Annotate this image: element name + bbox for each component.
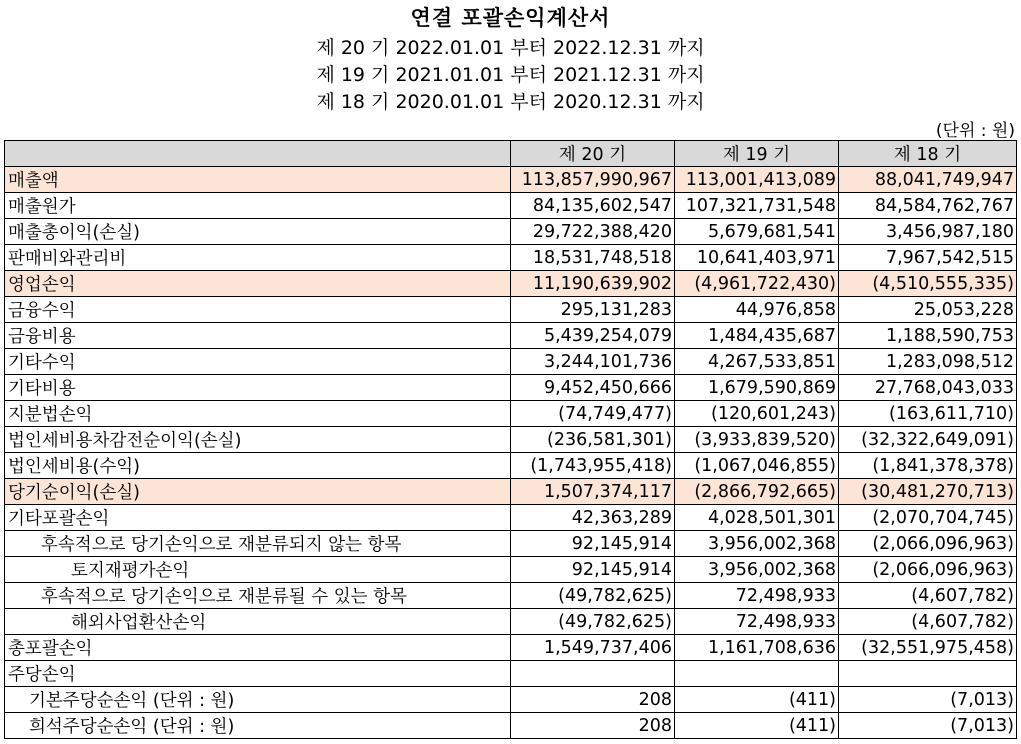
value-cell: (4,607,782) xyxy=(839,583,1017,609)
value-cell: 11,190,639,902 xyxy=(511,271,675,297)
header-period-20: 제 20 기 xyxy=(511,141,675,167)
value-cell: 25,053,228 xyxy=(839,297,1017,323)
table-row xyxy=(5,557,1017,583)
value-cell: 72,498,933 xyxy=(675,609,839,635)
value-cell: 29,722,388,420 xyxy=(511,219,675,245)
value-cell: 208 xyxy=(511,713,675,739)
row-label: 주당손익 xyxy=(5,661,511,687)
table-row xyxy=(5,479,1017,505)
row-label: 당기순이익(손실) xyxy=(5,479,511,505)
table-row xyxy=(5,375,1017,401)
table-row xyxy=(5,323,1017,349)
row-label: 법인세비용(수익) xyxy=(5,453,511,479)
table-row xyxy=(5,713,1017,739)
value-cell: 92,145,914 xyxy=(511,531,675,557)
value-cell: (2,866,792,665) xyxy=(675,479,839,505)
header-row xyxy=(5,141,1017,167)
value-cell: (2,066,096,963) xyxy=(839,557,1017,583)
row-label: 기타포괄손익 xyxy=(5,505,511,531)
value-cell: (2,066,096,963) xyxy=(839,531,1017,557)
value-cell: 107,321,731,548 xyxy=(675,193,839,219)
table-row xyxy=(5,505,1017,531)
table-row xyxy=(5,687,1017,713)
row-label: 지분법손익 xyxy=(5,401,511,427)
value-cell: 84,135,602,547 xyxy=(511,193,675,219)
value-cell xyxy=(839,661,1017,687)
value-cell: (1,067,046,855) xyxy=(675,453,839,479)
value-cell: 1,188,590,753 xyxy=(839,323,1017,349)
row-label: 기타비용 xyxy=(5,375,511,401)
value-cell: (74,749,477) xyxy=(511,401,675,427)
table-row xyxy=(5,401,1017,427)
value-cell: (32,551,975,458) xyxy=(839,635,1017,661)
value-cell: (163,611,710) xyxy=(839,401,1017,427)
value-cell: 42,363,289 xyxy=(511,505,675,531)
table-row xyxy=(5,453,1017,479)
income-statement-table xyxy=(4,140,1017,739)
value-cell: 5,439,254,079 xyxy=(511,323,675,349)
value-cell: (411) xyxy=(675,713,839,739)
value-cell: (2,070,704,745) xyxy=(839,505,1017,531)
table-row xyxy=(5,193,1017,219)
value-cell: 3,456,987,180 xyxy=(839,219,1017,245)
table-row xyxy=(5,219,1017,245)
row-label: 기타수익 xyxy=(5,349,511,375)
value-cell: (1,743,955,418) xyxy=(511,453,675,479)
table-row xyxy=(5,271,1017,297)
value-cell: 7,967,542,515 xyxy=(839,245,1017,271)
statement-title: 연결 포괄손익계산서 xyxy=(410,6,611,30)
row-label: 토지재평가손익 xyxy=(5,557,511,583)
value-cell: 72,498,933 xyxy=(675,583,839,609)
table-row xyxy=(5,583,1017,609)
table-row xyxy=(5,349,1017,375)
value-cell: 27,768,043,033 xyxy=(839,375,1017,401)
table-row xyxy=(5,167,1017,193)
header-blank xyxy=(5,141,511,167)
value-cell: (236,581,301) xyxy=(511,427,675,453)
value-cell: 9,452,450,666 xyxy=(511,375,675,401)
value-cell: 1,549,737,406 xyxy=(511,635,675,661)
row-label: 매출원가 xyxy=(5,193,511,219)
row-label: 매출총이익(손실) xyxy=(5,219,511,245)
row-label: 후속적으로 당기손익으로 재분류될 수 있는 항목 xyxy=(5,583,511,609)
table-row xyxy=(5,427,1017,453)
value-cell: 1,679,590,869 xyxy=(675,375,839,401)
value-cell: 92,145,914 xyxy=(511,557,675,583)
value-cell: 113,001,413,089 xyxy=(675,167,839,193)
value-cell: (120,601,243) xyxy=(675,401,839,427)
row-label: 법인세비용차감전순이익(손실) xyxy=(5,427,511,453)
value-cell: 4,267,533,851 xyxy=(675,349,839,375)
row-label: 영업손익 xyxy=(5,271,511,297)
value-cell: 1,283,098,512 xyxy=(839,349,1017,375)
value-cell: 5,679,681,541 xyxy=(675,219,839,245)
value-cell: 88,041,749,947 xyxy=(839,167,1017,193)
value-cell: (49,782,625) xyxy=(511,609,675,635)
value-cell: (3,933,839,520) xyxy=(675,427,839,453)
value-cell: (7,013) xyxy=(839,713,1017,739)
table-row xyxy=(5,609,1017,635)
row-label: 후속적으로 당기손익으로 재분류되지 않는 항목 xyxy=(5,531,511,557)
value-cell: (4,510,555,335) xyxy=(839,271,1017,297)
value-cell: (7,013) xyxy=(839,687,1017,713)
value-cell: (49,782,625) xyxy=(511,583,675,609)
header-period-19: 제 19 기 xyxy=(675,141,839,167)
value-cell xyxy=(511,661,675,687)
row-label: 해외사업환산손익 xyxy=(5,609,511,635)
value-cell: 44,976,858 xyxy=(675,297,839,323)
table-row xyxy=(5,531,1017,557)
value-cell: 208 xyxy=(511,687,675,713)
table-row xyxy=(5,297,1017,323)
value-cell: (411) xyxy=(675,687,839,713)
value-cell: (4,961,722,430) xyxy=(675,271,839,297)
row-label: 매출액 xyxy=(5,167,511,193)
header-period-18: 제 18 기 xyxy=(839,141,1017,167)
table-row xyxy=(5,661,1017,687)
value-cell: 3,244,101,736 xyxy=(511,349,675,375)
value-cell: 295,131,283 xyxy=(511,297,675,323)
table-row xyxy=(5,245,1017,271)
row-label: 총포괄손익 xyxy=(5,635,511,661)
value-cell: (1,841,378,378) xyxy=(839,453,1017,479)
value-cell: 113,857,990,967 xyxy=(511,167,675,193)
value-cell: (4,607,782) xyxy=(839,609,1017,635)
period-line-20: 제 20 기 2022.01.01 부터 2022.12.31 까지 xyxy=(316,37,705,59)
table-row xyxy=(5,635,1017,661)
row-label: 희석주당순손익 (단위 : 원) xyxy=(5,713,511,739)
value-cell: 3,956,002,368 xyxy=(675,557,839,583)
value-cell: 4,028,501,301 xyxy=(675,505,839,531)
value-cell: 1,161,708,636 xyxy=(675,635,839,661)
value-cell: (30,481,270,713) xyxy=(839,479,1017,505)
value-cell: 1,484,435,687 xyxy=(675,323,839,349)
value-cell: 10,641,403,971 xyxy=(675,245,839,271)
row-label: 금융수익 xyxy=(5,297,511,323)
row-label: 금융비용 xyxy=(5,323,511,349)
row-label: 기본주당순손익 (단위 : 원) xyxy=(5,687,511,713)
unit-label: (단위 : 원) xyxy=(935,121,1015,141)
value-cell: 1,507,374,117 xyxy=(511,479,675,505)
period-line-19: 제 19 기 2021.01.01 부터 2021.12.31 까지 xyxy=(316,64,705,86)
value-cell xyxy=(675,661,839,687)
row-label: 판매비와관리비 xyxy=(5,245,511,271)
value-cell: (32,322,649,091) xyxy=(839,427,1017,453)
value-cell: 18,531,748,518 xyxy=(511,245,675,271)
value-cell: 3,956,002,368 xyxy=(675,531,839,557)
value-cell: 84,584,762,767 xyxy=(839,193,1017,219)
period-line-18: 제 18 기 2020.01.01 부터 2020.12.31 까지 xyxy=(316,91,705,113)
